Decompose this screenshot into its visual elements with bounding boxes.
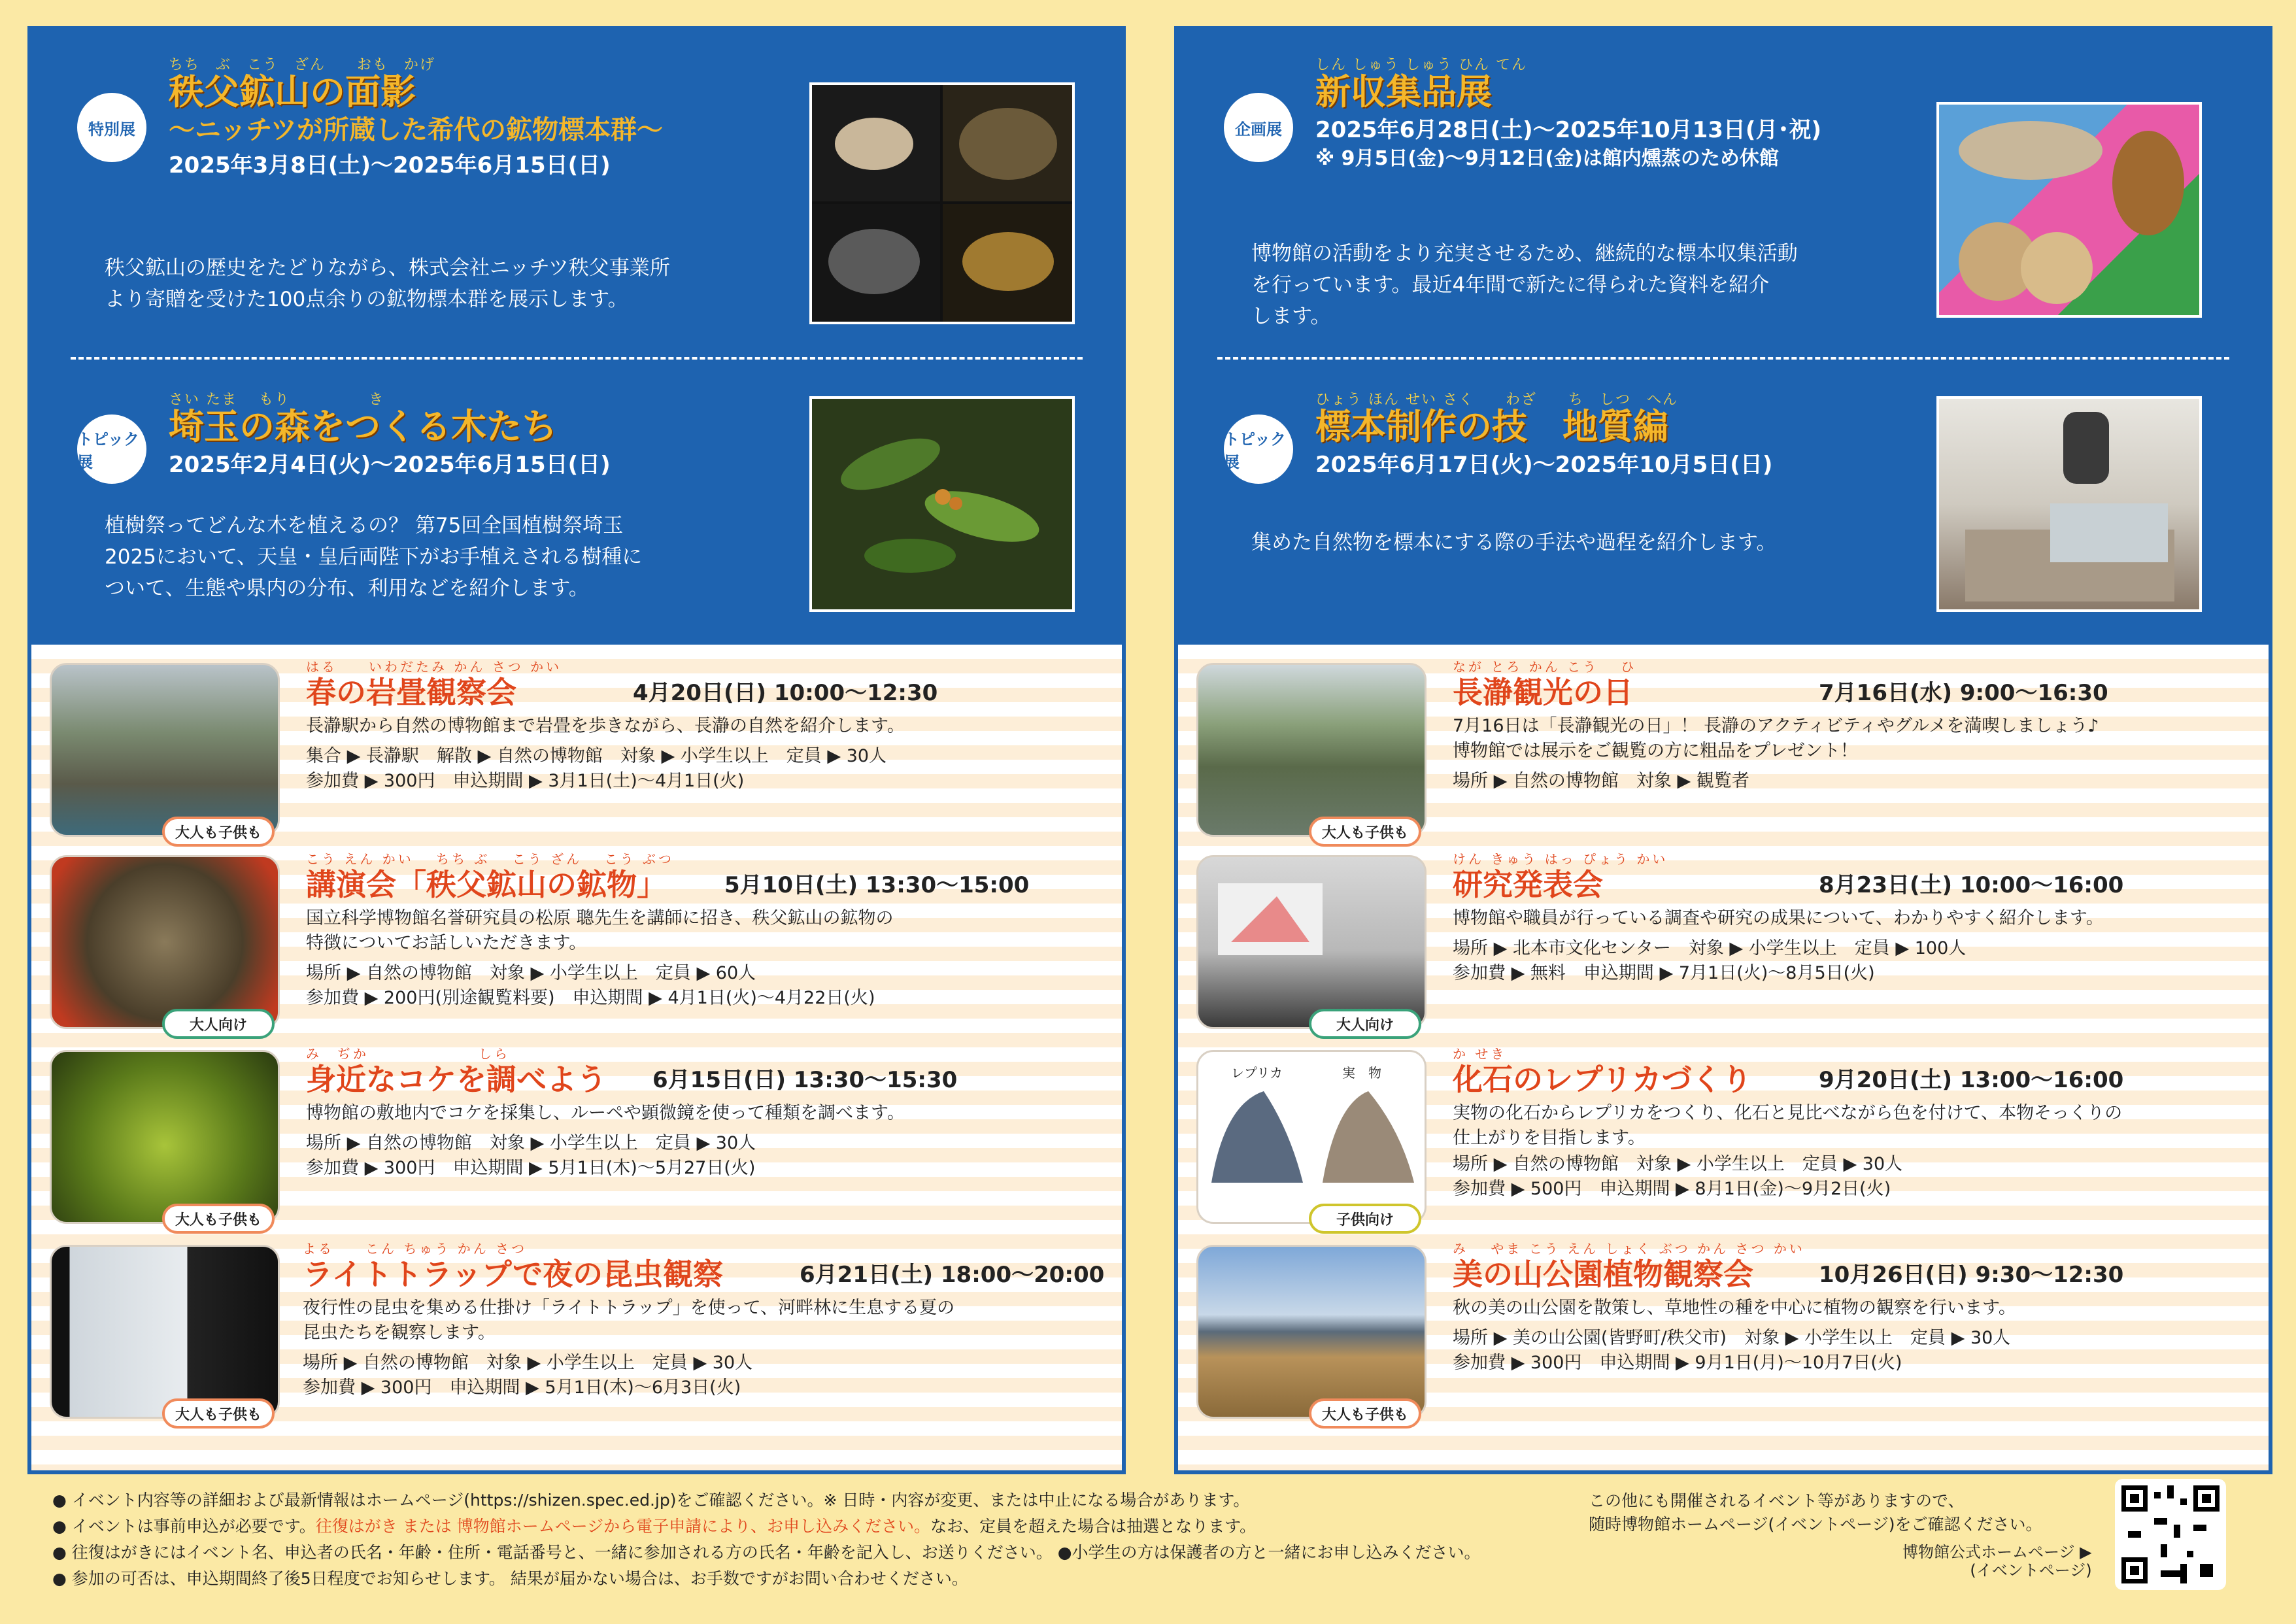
event-title: 身近なコケを調べよう bbox=[306, 1062, 607, 1097]
event-meta: 場所 ▶ 自然の博物館 対象 ▶ 小学生以上 定員 ▶ 30人 bbox=[303, 1353, 753, 1373]
exhibition-date: 2025年6月17日(火)〜2025年10月5日(日) bbox=[1315, 452, 1773, 478]
event-meta: 場所 ▶ 自然の博物館 対象 ▶ 小学生以上 定員 ▶ 30人 bbox=[306, 1133, 756, 1153]
title-ruby: こう えん かい ちち ぶ こう ざん こう ぶつ bbox=[306, 851, 674, 867]
event-title: 長瀞観光の日 bbox=[1453, 675, 1633, 710]
closure-note: ※ 9月5日(金)〜9月12日(金)は館内燻蒸のため休館 bbox=[1315, 147, 1779, 170]
event-header bbox=[306, 673, 1109, 711]
event-date: 6月15日(日) 13:30〜15:30 bbox=[652, 1067, 958, 1093]
event-header bbox=[306, 866, 1109, 904]
qr-caption-line: (イベントページ) bbox=[1970, 1561, 2092, 1580]
exhibition-tag: 企画展 bbox=[1224, 93, 1293, 162]
audience-badge: 大人も子供も bbox=[162, 1204, 275, 1234]
exhibition-title: 埼玉の森をつくる木たち bbox=[169, 406, 557, 447]
event-card bbox=[1178, 1043, 2269, 1233]
footer-note: ● 参加の可否は、申込期間終了後5日程度でお知らせします。 結果が届かない場合は、お手数ですがお問い合わせください。 bbox=[52, 1569, 968, 1588]
event-body bbox=[1453, 849, 2255, 986]
event-description: 実物の化石からレプリカをつくり、化石と見比べながら色を付けて、本物そっくりの 仕上がりを目指します。 bbox=[1453, 1103, 2123, 1148]
event-header bbox=[303, 1255, 1109, 1293]
qr-caption bbox=[1902, 1543, 2092, 1580]
event-meta: 参加費 ▶ 200円(別途観覧料要) 申込期間 ▶ 4月1日(火)〜4月22日(火) bbox=[306, 988, 875, 1008]
divider bbox=[1217, 357, 2229, 360]
event-header bbox=[1453, 866, 2255, 904]
title-ruby: み ぢか しら bbox=[306, 1046, 510, 1062]
mineral-photo bbox=[809, 82, 1075, 324]
exhibition-planned bbox=[1315, 54, 1916, 173]
qr-code-icon bbox=[2121, 1485, 2220, 1583]
event-description: 国立科学博物館名誉研究員の松原 聰先生を講師に招き、秩父鉱山の鉱物の 特徴についてお話しいただきます。 bbox=[306, 908, 894, 953]
event-description: 長瀞駅から自然の博物館まで岩畳を歩きながら、長瀞の自然を紹介します。 bbox=[306, 716, 905, 736]
event-photo bbox=[1196, 1245, 1427, 1419]
footer-note-part: ● イベントは事前申込が必要です。 bbox=[52, 1517, 316, 1536]
event-description: 秋の美の山公園を散策し、草地性の種を中心に植物の観察を行います。 bbox=[1453, 1298, 2016, 1318]
tree-photo bbox=[809, 396, 1075, 612]
event-photo bbox=[50, 1050, 280, 1224]
exhibition-title: 新収集品展 bbox=[1315, 71, 1492, 112]
exhibition-description: 植樹祭ってどんな木を植えるの？ 第75回全国植樹祭埼玉 2025において、天皇・皇后両陛下がお手植えされる樹種に ついて、生態や県内の分布、利用などを紹介します。 bbox=[105, 514, 643, 600]
event-card bbox=[31, 656, 1122, 846]
event-card bbox=[1178, 656, 2269, 846]
event-description: 博物館や職員が行っている調査や研究の成果について、わかりやすく紹介します。 bbox=[1453, 908, 2104, 928]
title-ruby: はる いわだたみ かん さつ かい bbox=[306, 659, 562, 675]
event-card bbox=[31, 849, 1122, 1038]
exhibition-description: 博物館の活動をより充実させるため、継続的な標本収集活動 を行っています。最近4年間で新たに得られた資料を紹介 します。 bbox=[1251, 242, 1798, 328]
event-meta: 参加費 ▶ 300円 申込期間 ▶ 3月1日(土)〜4月1日(火) bbox=[306, 771, 745, 791]
exhibition-description: 秩父鉱山の歴史をたどりながら、株式会社ニッチツ秩父事業所 より寄贈を受けた100点余りの鉱物標本群を展示します。 bbox=[105, 256, 670, 311]
title-ruby: よる こん ちゅう かん さつ bbox=[303, 1241, 528, 1257]
event-meta: 集合 ▶ 長瀞駅 解散 ▶ 自然の博物館 対象 ▶ 小学生以上 定員 ▶ 30人 bbox=[306, 746, 887, 766]
footer-note-part: なお、定員を超えた場合は抽選となります。 bbox=[930, 1517, 1257, 1536]
event-date: 4月20日(日) 10:00〜12:30 bbox=[633, 680, 938, 706]
event-description: 博物館の敷地内でコケを採集し、ルーペや顕微鏡を使って種類を調べます。 bbox=[306, 1103, 905, 1123]
event-meta: 場所 ▶ 美の山公園(皆野町/秩父市) 対象 ▶ 小学生以上 定員 ▶ 30人 bbox=[1453, 1328, 2011, 1348]
divider bbox=[71, 357, 1083, 360]
event-header bbox=[1453, 673, 2255, 711]
exhibition-topic bbox=[169, 388, 769, 480]
right-panel bbox=[1174, 26, 2272, 1474]
event-photo bbox=[1196, 1050, 1427, 1224]
qr-caption-line: 博物館公式ホームページ ▶ bbox=[1902, 1543, 2092, 1561]
footer-note-highlight: 往復はがき または 博物館ホームページから電子申請により、お申し込みください。 bbox=[315, 1517, 931, 1536]
audience-badge: 大人も子供も bbox=[162, 1398, 275, 1429]
collection-photo bbox=[1936, 102, 2202, 318]
event-card bbox=[31, 1238, 1122, 1428]
event-photo bbox=[1196, 663, 1427, 837]
event-body bbox=[306, 849, 1109, 1011]
event-title: 講演会「秩父鉱山の鉱物」 bbox=[306, 867, 667, 902]
event-body bbox=[1453, 1043, 2255, 1202]
exhibition-date: 2025年6月28日(土)〜2025年10月13日(月･祝) bbox=[1315, 117, 1822, 143]
event-card bbox=[1178, 849, 2269, 1038]
exhibition-tag: トピック展 bbox=[77, 414, 146, 484]
title-ruby: み やま こう えん しょく ぶつ かん さつ かい bbox=[1453, 1241, 1805, 1257]
event-description: 7月16日は「長瀞観光の日」！ 長瀞のアクティビティやグルメを満喫しましょう♪ 博物館では展示をご観覧の方に粗品をプレゼント！ bbox=[1453, 716, 2099, 761]
title-ruby: しん しゅう しゅう ひん てん bbox=[1315, 57, 1527, 73]
audience-badge: 大人も子供も bbox=[1309, 1398, 1421, 1429]
event-header bbox=[306, 1060, 1109, 1098]
event-title: 研究発表会 bbox=[1453, 867, 1603, 902]
event-date: 10月26日(日) 9:30〜12:30 bbox=[1819, 1262, 2124, 1288]
event-photo bbox=[50, 1245, 280, 1419]
event-meta: 場所 ▶ 自然の博物館 対象 ▶ 小学生以上 定員 ▶ 60人 bbox=[306, 963, 756, 983]
exhibition-subtitle: 〜ニッチツが所蔵した希代の鉱物標本群〜 bbox=[169, 115, 663, 145]
event-title: 美の山公園植物観察会 bbox=[1453, 1257, 1753, 1292]
event-body bbox=[306, 656, 1109, 794]
exhibition-topic bbox=[1315, 388, 1916, 480]
event-meta: 参加費 ▶ 300円 申込期間 ▶ 5月1日(木)〜6月3日(火) bbox=[303, 1378, 741, 1398]
replica-label: レプリカ bbox=[1231, 1065, 1283, 1081]
event-title: 化石のレプリカづくり bbox=[1453, 1062, 1752, 1097]
event-meta: 場所 ▶ 北本市文化センター 対象 ▶ 小学生以上 定員 ▶ 100人 bbox=[1453, 938, 1967, 958]
exhibitions-section bbox=[31, 30, 1122, 645]
title-ruby: ちち ぶ こう ざん おも かげ bbox=[169, 57, 436, 73]
title-ruby: なが とろ かん こう ひ bbox=[1453, 659, 1637, 675]
events-section bbox=[1178, 645, 2269, 1470]
footer-note: ● 往復はがきにはイベント名、申込者の氏名・年齢・住所・電話番号と、一緒に参加される方の氏名・年齢を記入し、お送りください。 ●小学生の方は保護者の方と一緒にお申し込みください。 bbox=[52, 1543, 1481, 1562]
exhibition-date: 2025年3月8日(土)〜2025年6月15日(日) bbox=[169, 152, 611, 178]
exhibition-special bbox=[169, 54, 769, 180]
event-meta: 参加費 ▶ 300円 申込期間 ▶ 5月1日(木)〜5月27日(火) bbox=[306, 1158, 756, 1178]
audience-badge: 子供向け bbox=[1309, 1204, 1421, 1234]
event-meta: 参加費 ▶ 500円 申込期間 ▶ 8月1日(金)〜9月2日(火) bbox=[1453, 1179, 1891, 1199]
footer-info-line: 随時博物館ホームページ(イベントページ)をご確認ください。 bbox=[1589, 1515, 2042, 1534]
event-photo bbox=[50, 663, 280, 837]
audience-badge: 大人向け bbox=[1309, 1009, 1421, 1039]
event-date: 7月16日(水) 9:00〜16:30 bbox=[1819, 680, 2108, 706]
event-photo bbox=[50, 855, 280, 1029]
audience-badge: 大人も子供も bbox=[1309, 817, 1421, 847]
event-meta: 参加費 ▶ 300円 申込期間 ▶ 9月1日(月)〜10月7日(火) bbox=[1453, 1353, 1902, 1373]
exhibition-date: 2025年2月4日(火)〜2025年6月15日(日) bbox=[169, 452, 611, 478]
event-title: 春の岩畳観察会 bbox=[306, 675, 516, 710]
events-section bbox=[31, 645, 1122, 1470]
event-card bbox=[1178, 1238, 2269, 1428]
event-meta: 場所 ▶ 自然の博物館 対象 ▶ 観覧者 bbox=[1453, 771, 1749, 791]
event-date: 5月10日(土) 13:30〜15:00 bbox=[724, 872, 1030, 898]
exhibition-description: 集めた自然物を標本にする際の手法や過程を紹介します。 bbox=[1251, 531, 1777, 554]
event-header bbox=[1453, 1255, 2255, 1293]
event-description: 夜行性の昆虫を集める仕掛け「ライトトラップ」を使って、河畔林に生息する夏の 昆虫たちを観察します。 bbox=[303, 1298, 955, 1343]
event-date: 6月21日(土) 18:00〜20:00 bbox=[800, 1262, 1105, 1288]
event-meta: 場所 ▶ 自然の博物館 対象 ▶ 小学生以上 定員 ▶ 30人 bbox=[1453, 1154, 1903, 1174]
title-ruby: さい たま もり き bbox=[169, 392, 384, 408]
footer-note bbox=[52, 1514, 1481, 1540]
audience-badge: 大人向け bbox=[162, 1009, 275, 1039]
event-body bbox=[1453, 1238, 2255, 1376]
exhibition-tag: トピック展 bbox=[1224, 414, 1293, 484]
event-body bbox=[303, 1238, 1109, 1400]
qr-code[interactable] bbox=[2115, 1479, 2226, 1590]
event-date: 9月20日(土) 13:00〜16:00 bbox=[1819, 1067, 2124, 1093]
left-panel bbox=[27, 26, 1126, 1474]
footer-notes bbox=[52, 1487, 1481, 1592]
event-meta: 参加費 ▶ 無料 申込期間 ▶ 7月1日(火)〜8月5日(火) bbox=[1453, 963, 1875, 983]
event-body bbox=[306, 1043, 1109, 1181]
event-date: 8月23日(土) 10:00〜16:00 bbox=[1819, 872, 2124, 898]
event-header bbox=[1453, 1060, 2255, 1098]
footer-note: ● イベント内容等の詳細および最新情報はホームページ(https://shizen.spec.ed.jp)をご確認ください。※ 日時・内容が変更、または中止になる場合があります。 bbox=[52, 1491, 1250, 1510]
event-card bbox=[31, 1043, 1122, 1233]
title-ruby: ひょう ほん せい さく わざ ち しつ へん bbox=[1315, 392, 1678, 408]
title-ruby: けん きゅう はっ ぴょう かい bbox=[1453, 851, 1668, 867]
footer-info-line: この他にも開催されるイベント等がありますので、 bbox=[1589, 1491, 1965, 1510]
real-label: 実 物 bbox=[1342, 1065, 1381, 1081]
exhibitions-section bbox=[1178, 30, 2269, 645]
exhibition-title: 標本制作の技 地質編 bbox=[1315, 406, 1668, 447]
footer-info bbox=[1589, 1489, 2042, 1536]
audience-badge: 大人も子供も bbox=[162, 817, 275, 847]
event-photo bbox=[1196, 855, 1427, 1029]
exhibition-title: 秩父鉱山の面影 bbox=[169, 71, 416, 112]
title-ruby: か せき bbox=[1453, 1046, 1507, 1062]
exhibition-tag: 特別展 bbox=[77, 93, 146, 162]
specimen-work-photo bbox=[1936, 396, 2202, 612]
event-body bbox=[1453, 656, 2255, 794]
event-title: ライトトラップで夜の昆虫観察 bbox=[303, 1257, 724, 1292]
